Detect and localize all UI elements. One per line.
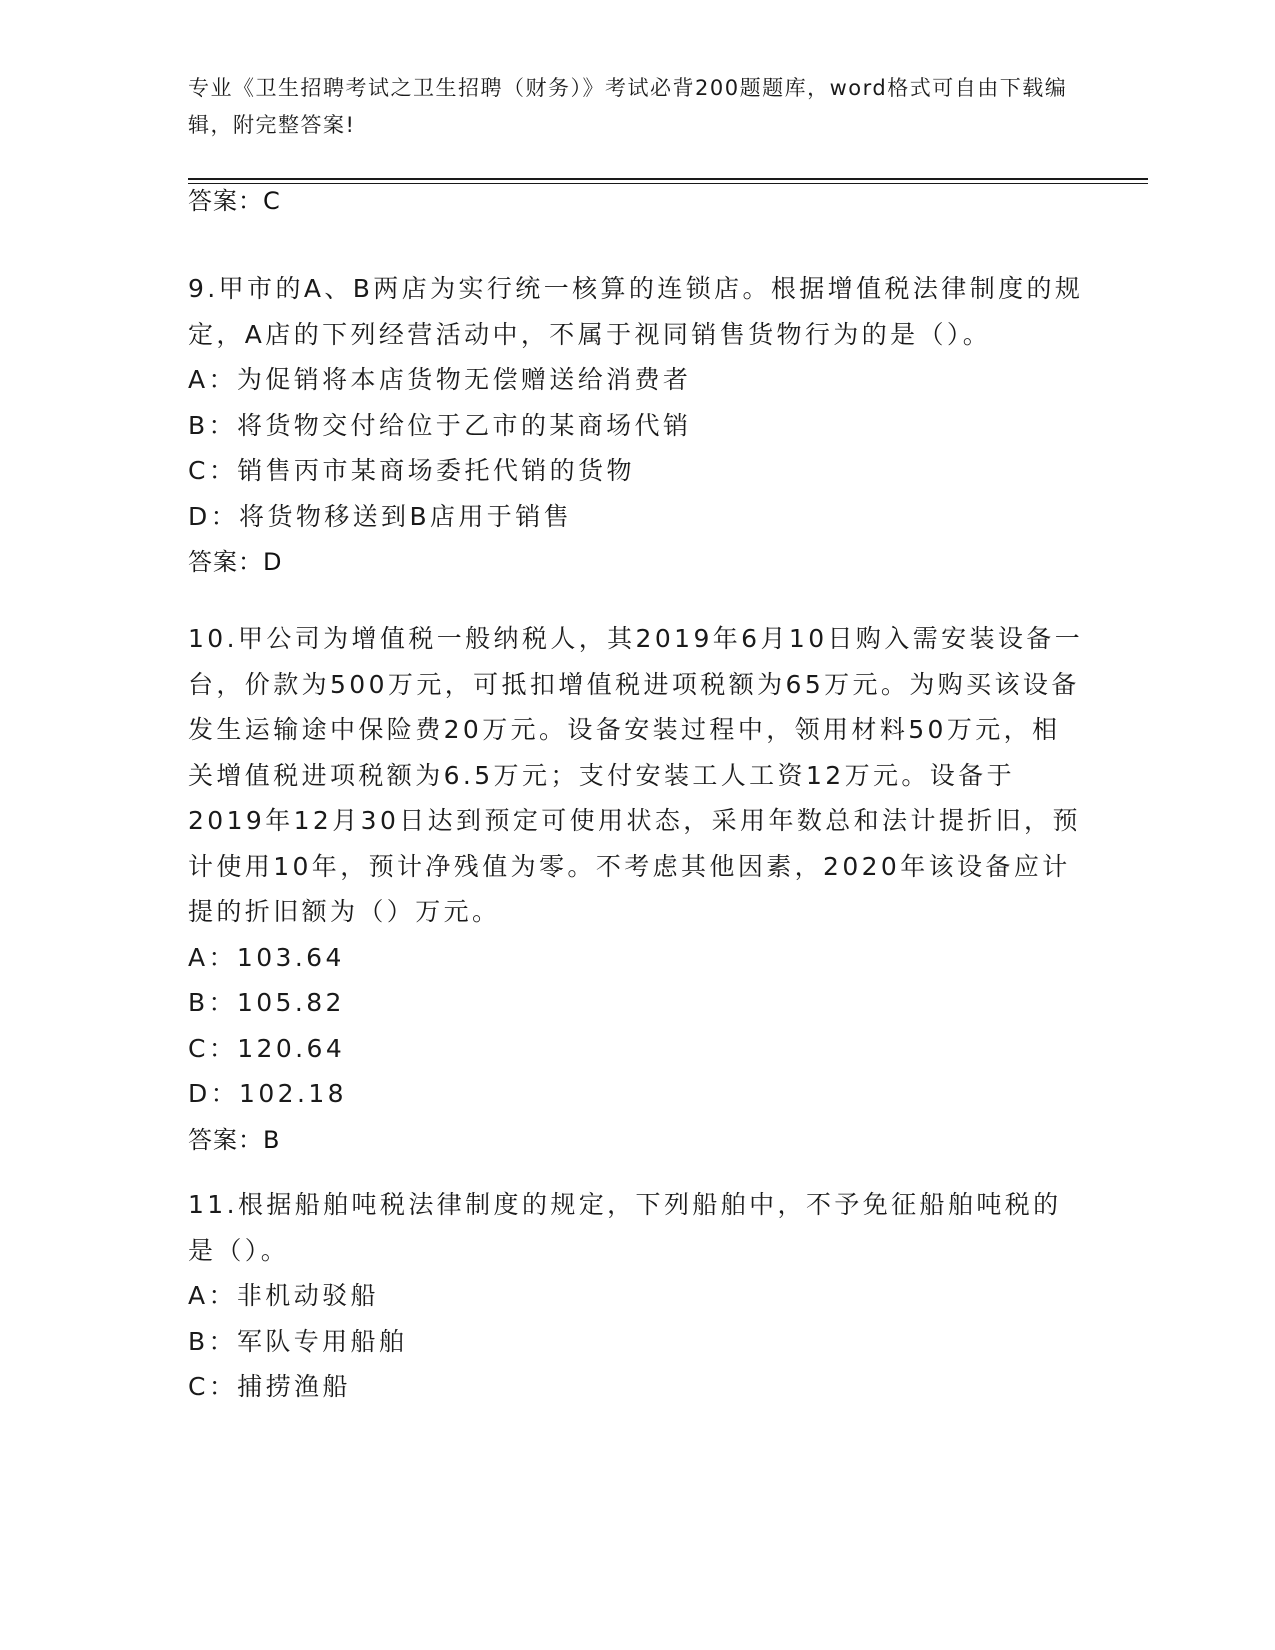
option-b: B：105.82: [188, 988, 345, 1017]
option-a: A：非机动驳船: [188, 1281, 379, 1310]
option-b: B：将货物交付给位于乙市的某商场代销: [188, 410, 692, 440]
option-c: C：120.64: [188, 1033, 346, 1063]
option-b: B：军队专用船舶: [188, 1326, 408, 1356]
option-d: D：102.18: [188, 1079, 347, 1108]
answer-line: 答案：D: [188, 548, 283, 576]
question-stem: 11.根据船舶吨税法律制度的规定，下列船舶中，不予免征船舶吨税的是（）。: [188, 1190, 1062, 1265]
option-a: A：为促销将本店货物无偿赠送给消费者: [188, 365, 692, 394]
question-stem: 10.甲公司为增值税一般纳税人，其2019年6月10日购入需安装设备一台，价款为500万元，可抵扣增值税进项税额为65万元。为购买该设备发生运输途中保险费20万元。设备安装过程中，领用材料50万元，相关增值税进项税额为6.5万元；支付安装工人工资12万元。设备于2019年12月30日达到预定可使用状态，采用年数总和法计提折旧，预计使用10年，预计净残值为零。不考虑其他因素，2020年该设备应计提的折旧额为（）万元。: [188, 624, 1084, 926]
option-a: A：103.64: [188, 942, 345, 972]
question-block: [188, 616, 1088, 1163]
answer-line: 答案：C: [188, 187, 281, 215]
answer-line: 答案：B: [188, 1125, 281, 1154]
option-c: C：捕捞渔船: [188, 1372, 351, 1401]
document-header: 专业《卫生招聘考试之卫生招聘（财务）》考试必背200题题库，word格式可自由下载编辑，附完整答案!: [188, 76, 1068, 137]
option-c: C：销售丙市某商场委托代销的货物: [188, 456, 635, 485]
header-divider: [188, 178, 1148, 180]
question-block: [188, 266, 1088, 585]
question-stem: 9.甲市的A、B两店为实行统一核算的连锁店。根据增值税法律制度的规定，A店的下列经营活动中，不属于视同销售货物行为的是（）。: [188, 274, 1084, 349]
option-d: D：将货物移送到B店用于销售: [188, 501, 573, 531]
header-divider-thin: [188, 183, 1148, 184]
question-block: [188, 1182, 1088, 1410]
